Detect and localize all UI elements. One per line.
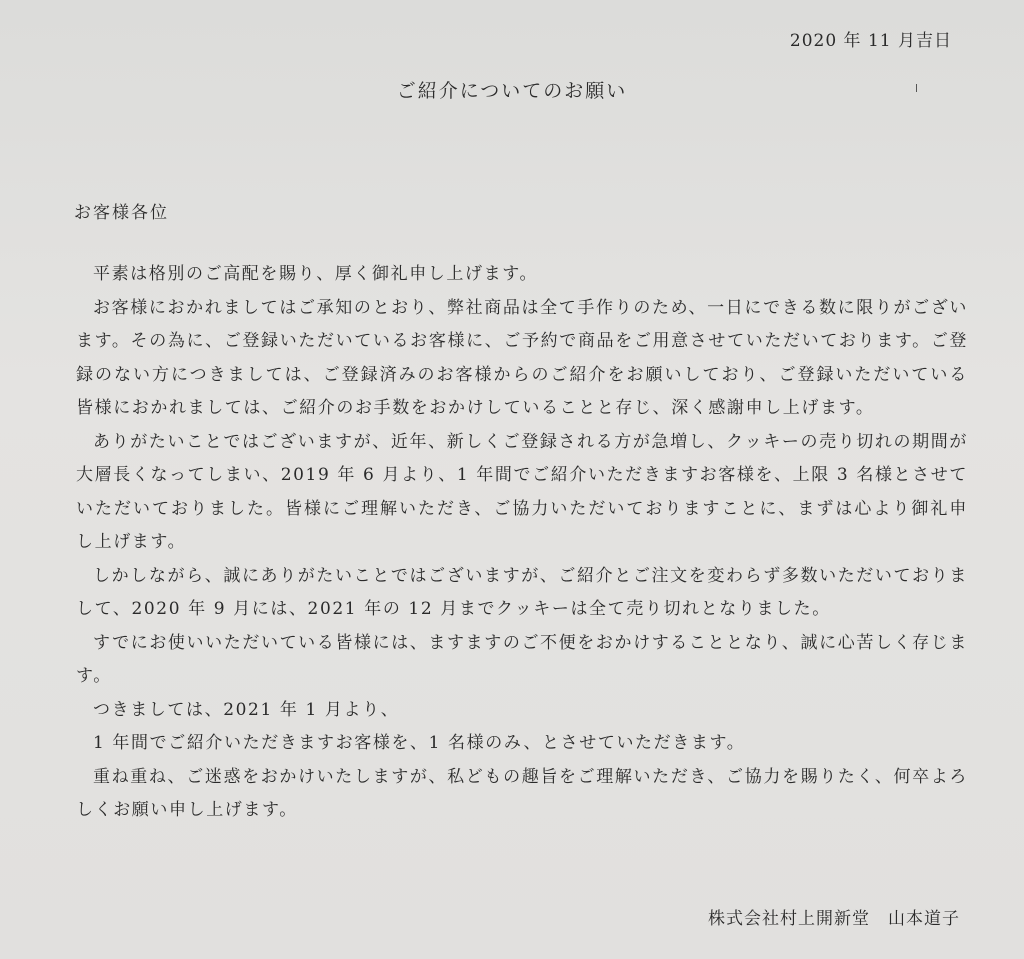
letter-date: 2020 年 11 月吉日: [789, 31, 952, 51]
signature: 株式会社村上開新堂 山本道子: [708, 909, 960, 929]
paragraph-closing: 重ね重ね、ご迷惑をおかけいたしますが、私どもの趣旨をご理解いただき、ご協力を賜りたく、何卒よろしくお願い申し上げます。: [76, 766, 968, 820]
salutation: お客様各位: [74, 203, 169, 223]
paragraph-greeting: 平素は格別のご高配を賜り、厚く御礼申し上げます。: [93, 264, 539, 284]
paragraph-handmade: お客様におかれましてはご承知のとおり、弊社商品は全て手作りのため、一日にできる数に限りがございます。その為に、ご登録いただいているお客様に、ご予約で商品をご用意させていただいております。ご登録のない方につきましては、ご登録済みのお客様からのご紹介をお願いしており、ご登録いただいている皆様におかれましては、ご紹介のお手数をおかけしていることと存じ、深く感謝申し上げます。: [76, 297, 968, 418]
letter-title: ご紹介についてのお願い: [396, 80, 628, 102]
paragraph-sold-out: しかしながら、誠にありがたいことではございますが、ご紹介とご注文を変わらず多数いただいておりまして、2020 年 9 月には、2021 年の 12 月までクッキーは全て売り切れとなりました。: [76, 565, 968, 619]
paragraph-apology: すでにお使いいただいている皆様には、ますますのご不便をおかけすることとなり、誠に心苦しく存じます。: [76, 632, 968, 686]
paragraph-limit-2019: ありがたいことではございますが、近年、新しくご登録される方が急増し、クッキーの売り切れの期間が大層長くなってしまい、2019 年 6 月より、1 年間でご紹介いただきますお客様を、上限 3 名様とさせていただいておりました。皆様にご理解いただき、ご協力いただいておりますことに、まずは心より御礼申し上げます。: [76, 431, 968, 552]
paragraph-from-2021: つきましては、2021 年 1 月より、: [93, 699, 400, 720]
paragraph-new-limit: 1 年間でご紹介いただきますお客様を、1 名様のみ、とさせていただきます。: [93, 733, 746, 753]
paper-mark: [916, 84, 917, 92]
letter-body: [76, 258, 968, 828]
